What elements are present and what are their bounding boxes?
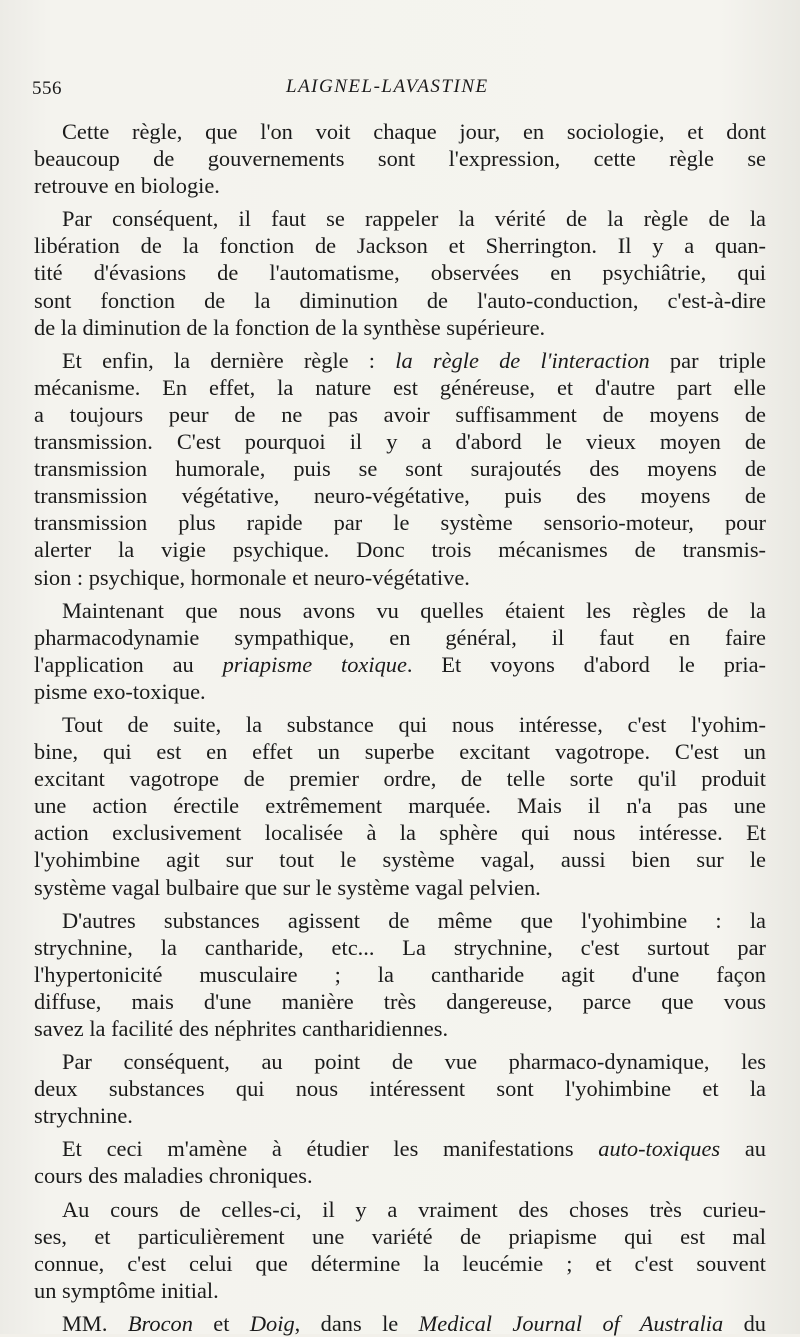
text-line (34, 259, 766, 286)
text-run: , dans le (294, 1310, 419, 1336)
text-line (34, 874, 766, 901)
text-run: MM. (62, 1310, 128, 1336)
italic-text: Medical Journal of Australia (418, 1310, 724, 1336)
text-run: Par conséquent, il faut se rappeler la vérité de la règle de la (62, 206, 766, 232)
text-run: transmission. C'est pourquoi il y a d'abord le vieux moyen de (34, 429, 766, 455)
text-run: Et enfin, la dernière règle : (62, 347, 396, 373)
text-line (34, 624, 766, 651)
text-run: diffuse, mais d'une manière très dangereuse, parce que vous (34, 988, 766, 1014)
text-run: et (192, 1310, 250, 1336)
text-run: du (723, 1310, 766, 1336)
text-run: transmission végétative, neuro-végétative, puis des moyens de (34, 483, 766, 509)
text-run: transmission humorale, puis se sont surajoutés des moyens de (34, 456, 766, 482)
text-line (34, 428, 766, 455)
text-line (34, 678, 766, 705)
text-run: bine, qui est en effet un superbe excitant vagotrope. C'est un (34, 739, 766, 765)
text-line (34, 738, 766, 765)
text-run: beaucoup de gouvernements sont l'expression, cette règle se (34, 146, 766, 172)
text-run: pisme exo-toxique. (34, 678, 206, 704)
text-line (34, 232, 766, 259)
text-run: . Et voyons d'abord le pria- (406, 651, 766, 677)
text-line (34, 907, 766, 934)
italic-text: auto-toxiques (598, 1136, 721, 1162)
text-run: pharmacodynamie sympathique, en général, il faut en faire (34, 624, 766, 650)
text-run: a toujours peur de ne pas avoir suffisamment de moyens de (34, 401, 766, 427)
text-line (34, 819, 766, 846)
text-run: Tout de suite, la substance qui nous intéresse, c'est l'yohim- (62, 711, 766, 737)
text-line (34, 1015, 766, 1042)
text-line (34, 145, 766, 172)
page-number: 556 (32, 78, 62, 99)
text-line (34, 482, 766, 509)
text-line (34, 1162, 766, 1189)
text-run: Maintenant que nous avons vu quelles étaient les règles de la (62, 597, 766, 623)
text-line (34, 1277, 766, 1304)
text-run: système vagal bulbaire que sur le système vagal pelvien. (34, 874, 541, 900)
text-run: Par conséquent, au point de vue pharmaco-dynamique, les (62, 1049, 766, 1075)
text-run: tité d'évasions de l'automatisme, observées en psychiâtrie, qui (34, 260, 766, 286)
text-run: l'hypertonicité musculaire ; la cantharide agit d'une façon (34, 961, 766, 987)
text-run: un symptôme initial. (34, 1277, 219, 1303)
text-line (34, 765, 766, 792)
text-line (34, 564, 766, 591)
text-run: Au cours de celles-ci, il y a vraiment des choses très curieu- (62, 1196, 766, 1222)
text-run: une action érectile extrêmement marquée. Mais il n'a pas une (34, 793, 766, 819)
text-line (34, 846, 766, 873)
page-header (32, 74, 768, 104)
text-run: l'application au (34, 651, 223, 677)
text-run: de la diminution de la fonction de la synthèse supérieure. (34, 314, 546, 340)
text-run: au (720, 1136, 766, 1162)
text-run: par triple (649, 347, 766, 373)
text-run: retrouve en biologie. (34, 173, 220, 199)
text-line (34, 314, 766, 341)
text-run: libération de la fonction de Jackson et Sherrington. Il y a quan- (34, 233, 766, 259)
text-line (34, 347, 766, 374)
text-run: alerter la vigie psychique. Donc trois mécanismes de transmis- (34, 537, 766, 563)
text-run: sont fonction de la diminution de l'auto-conduction, c'est-à-dire (34, 287, 766, 313)
italic-text: Doig (249, 1310, 295, 1336)
text-line (34, 651, 766, 678)
italic-text: Brocon (127, 1310, 193, 1336)
body-text (34, 118, 766, 1337)
text-line (34, 1135, 766, 1162)
text-line (34, 711, 766, 738)
text-run: D'autres substances agissent de même que l'yohimbine : la (62, 907, 766, 933)
text-line (34, 961, 766, 988)
text-line (34, 509, 766, 536)
text-run: ses, et particulièrement une variété de priapisme qui est mal (34, 1223, 766, 1249)
text-run: Et ceci m'amène à étudier les manifestations (62, 1136, 599, 1162)
text-line (34, 934, 766, 961)
text-run: deux substances qui nous intéressent sont l'yohimbine et la (34, 1076, 766, 1102)
text-run: mécanisme. En effet, la nature est généreuse, et d'autre part elle (34, 374, 766, 400)
text-line (34, 792, 766, 819)
text-run: savez la facilité des néphrites cantharidiennes. (34, 1016, 449, 1041)
text-line (34, 1048, 766, 1075)
text-line (34, 374, 766, 401)
text-line (34, 536, 766, 563)
text-run: Cette règle, que l'on voit chaque jour, en sociologie, et dont (62, 119, 766, 144)
text-run: l'yohimbine agit sur tout le système vagal, aussi bien sur le (34, 847, 766, 873)
text-line (34, 401, 766, 428)
text-line (34, 287, 766, 314)
text-run: excitant vagotrope de premier ordre, de telle sorte qu'il produit (34, 766, 766, 792)
text-line (34, 118, 766, 145)
text-line (34, 205, 766, 232)
italic-text: priapisme toxique (222, 651, 407, 677)
running-head: LAIGNEL-LAVASTINE (286, 76, 489, 97)
text-run: transmission plus rapide par le système sensorio-moteur, pour (34, 510, 766, 536)
text-run: connue, c'est celui que détermine la leucémie ; et c'est souvent (34, 1250, 766, 1276)
text-run: strychnine, la cantharide, etc... La strychnine, c'est surtout par (34, 934, 766, 960)
text-line (34, 455, 766, 482)
text-line (34, 988, 766, 1015)
text-line (34, 172, 766, 199)
text-line (34, 1250, 766, 1277)
text-run: action exclusivement localisée à la sphère qui nous intéresse. Et (34, 820, 766, 846)
text-run: cours des maladies chroniques. (34, 1163, 313, 1189)
text-line (34, 1102, 766, 1129)
text-line (34, 597, 766, 624)
text-line (34, 1075, 766, 1102)
italic-text: la règle de l'interaction (395, 347, 650, 373)
text-run: strychnine. (34, 1103, 133, 1129)
text-run: sion : psychique, hormonale et neuro-végétative. (34, 564, 470, 590)
text-line (34, 1223, 766, 1250)
text-line (34, 1196, 766, 1223)
text-line (34, 1310, 766, 1337)
